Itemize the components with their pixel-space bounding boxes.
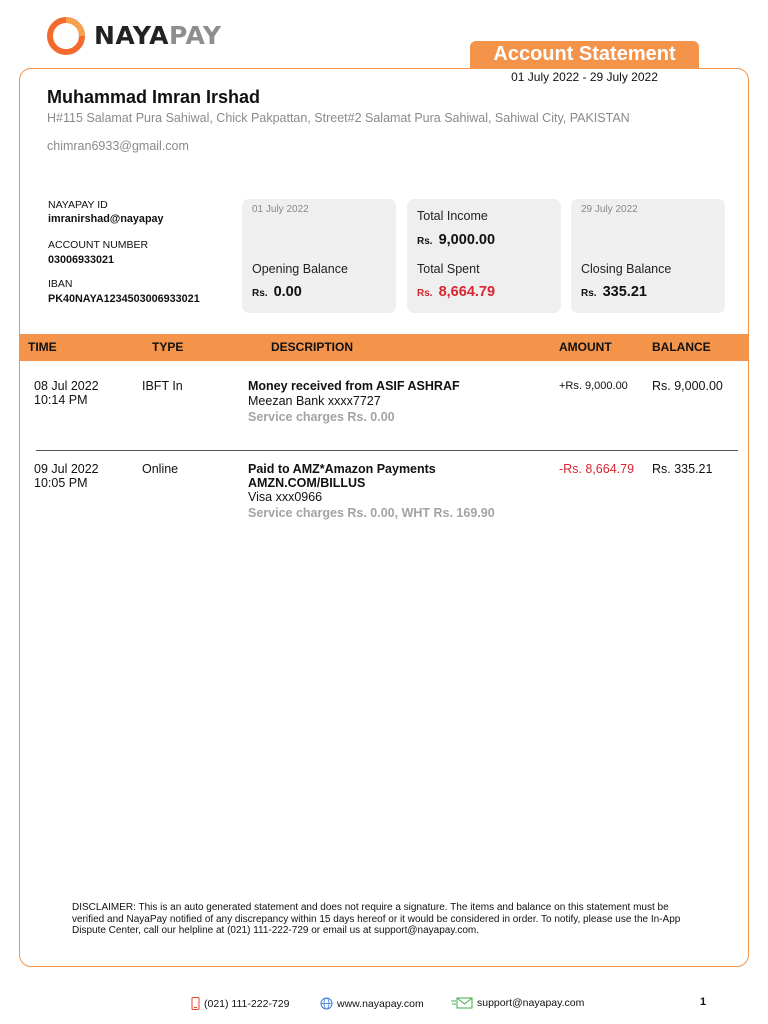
envelope-icon [451, 997, 473, 1009]
currency-label: Rs. [581, 288, 597, 299]
row-time: 10:05 PM [34, 476, 88, 490]
row-balance: Rs. 9,000.00 [652, 379, 723, 393]
footer-website[interactable] [320, 997, 424, 1010]
opening-balance-label: Opening Balance [252, 262, 348, 276]
opening-balance-value: 0.00 [273, 284, 302, 300]
currency-label: Rs. [252, 288, 268, 299]
header-description: DESCRIPTION [271, 340, 354, 354]
brand-name-part2: PAY [168, 21, 222, 50]
currency-label: Rs. [417, 288, 433, 299]
total-spent-value: 8,664.79 [438, 284, 496, 300]
nayapay-logo [47, 17, 222, 55]
currency-label: Rs. [417, 236, 433, 247]
footer-phone[interactable] [191, 997, 289, 1010]
footer-website-text: www.nayapay.com [337, 997, 424, 1010]
phone-icon [191, 997, 200, 1010]
iban-value: PK40NAYA1234503006933021 [48, 293, 200, 305]
total-income-label: Total Income [417, 209, 488, 223]
nayapay-id-value: imranirshad@nayapay [48, 213, 164, 225]
nayapay-logo-icon [47, 17, 85, 55]
page-number: 1 [700, 996, 707, 1008]
row-time: 10:14 PM [34, 393, 88, 407]
transactions-table-header [20, 334, 749, 361]
total-spent-amount [417, 284, 495, 300]
row-description-title-2: AMZN.COM/BILLUS [248, 476, 366, 490]
disclaimer: DISCLAIMER: This is an auto generated statement and does not require a signature. The items and balance on this statement must be verified and NayaPay notified of any discrepancy within 15 days hereof or it would be considered in order. To notify, please use the In-App Dispute Center, call our helpline at (021) 111-222-729 or email us at support@nayapay.com. [72, 902, 681, 936]
total-income-amount [417, 232, 495, 248]
iban-label: IBAN [48, 278, 73, 290]
total-spent-label: Total Spent [417, 262, 480, 276]
header-time: TIME [28, 340, 57, 354]
row-description-detail: Visa xxx0966 [248, 490, 323, 504]
row-description-title: Money received from ASIF ASHRAF [248, 379, 460, 393]
opening-date: 01 July 2022 [252, 204, 309, 215]
row-service-charges: Service charges Rs. 0.00, WHT Rs. 169.90 [248, 506, 495, 520]
row-description-title: Paid to AMZ*Amazon Payments [248, 462, 436, 476]
row-divider [36, 450, 738, 451]
row-type: IBFT In [142, 379, 183, 393]
footer-phone-text: (021) 111-222-729 [204, 997, 290, 1010]
row-description-detail: Meezan Bank xxxx7727 [248, 394, 381, 408]
brand-name-part1: NAYA [94, 21, 169, 50]
row-type: Online [142, 462, 179, 476]
header-type: TYPE [152, 340, 184, 354]
closing-balance-card [571, 199, 725, 313]
closing-date: 29 July 2022 [581, 204, 638, 215]
footer-email[interactable] [451, 997, 584, 1009]
row-amount: +Rs. 9,000.00 [559, 380, 628, 392]
row-balance: Rs. 335.21 [652, 462, 713, 476]
row-amount: -Rs. 8,664.79 [559, 462, 635, 476]
closing-balance-label: Closing Balance [581, 262, 672, 276]
customer-name: Muhammad Imran Irshad [47, 87, 261, 107]
header-amount: AMOUNT [559, 340, 612, 354]
header-balance: BALANCE [652, 340, 711, 354]
opening-balance-amount [252, 284, 302, 300]
account-number-label: ACCOUNT NUMBER [48, 239, 149, 251]
brand-name [94, 17, 222, 55]
customer-email: chimran6933@gmail.com [47, 139, 189, 153]
closing-balance-amount [581, 284, 647, 300]
globe-icon [320, 997, 333, 1010]
closing-balance-value: 335.21 [602, 284, 647, 300]
statement-title: Account Statement [470, 41, 699, 69]
nayapay-id-label: NAYAPAY ID [48, 199, 108, 211]
income-spent-card [407, 199, 561, 313]
account-number-value: 03006933021 [48, 254, 115, 266]
row-date: 09 Jul 2022 [34, 462, 99, 476]
statement-period: 01 July 2022 - 29 July 2022 [511, 70, 658, 84]
row-service-charges: Service charges Rs. 0.00 [248, 410, 395, 424]
opening-balance-card [242, 199, 396, 313]
total-income-value: 9,000.00 [438, 232, 496, 248]
row-date: 08 Jul 2022 [34, 379, 99, 393]
footer-email-text: support@nayapay.com [477, 997, 585, 1009]
customer-address: H#115 Salamat Pura Sahiwal, Chick Pakpattan, Street#2 Salamat Pura Sahiwal, Sahiwal City, PAKISTAN [47, 111, 630, 125]
